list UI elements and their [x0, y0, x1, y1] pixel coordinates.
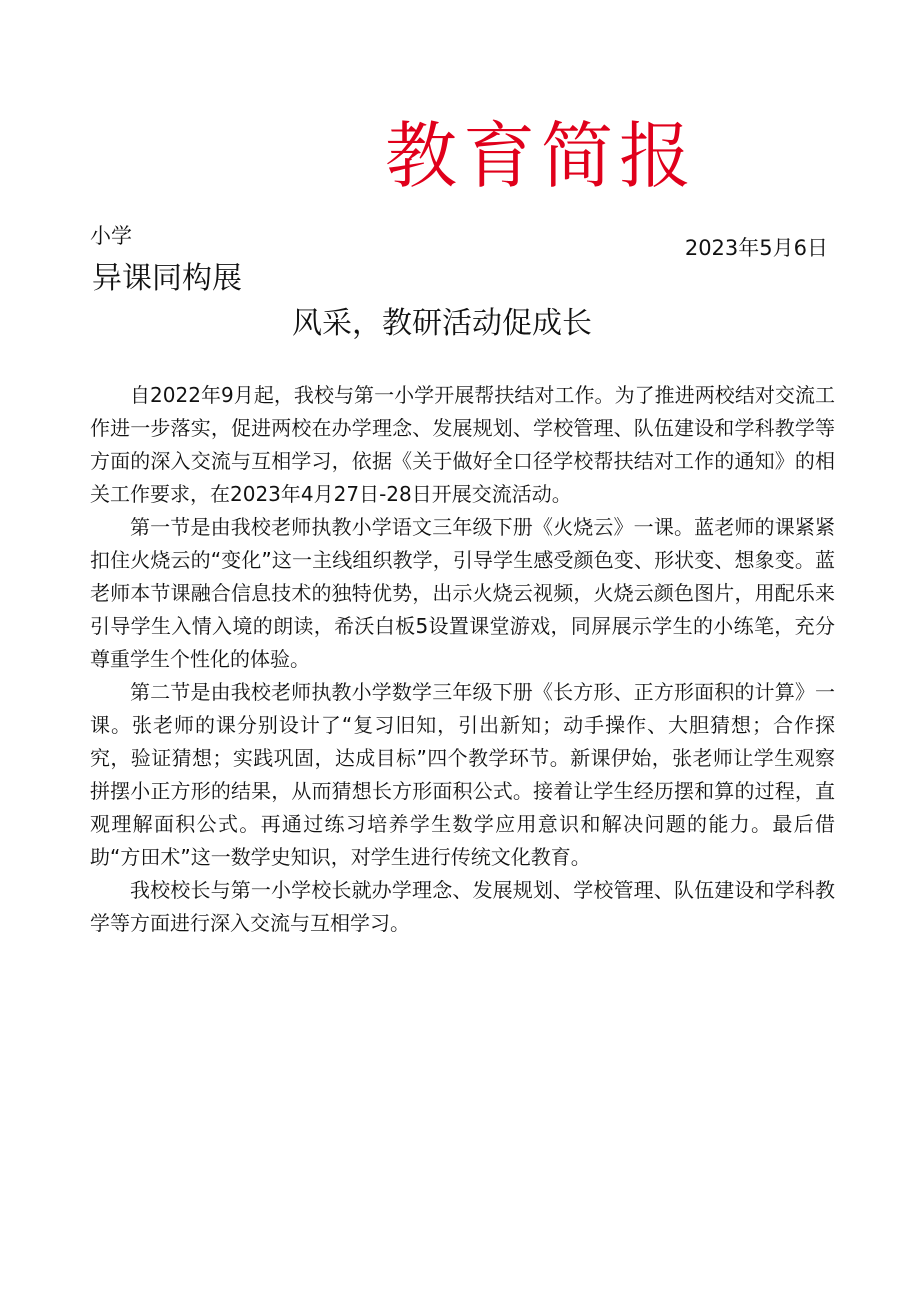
article-paragraph-1: 自2022年9月起，我校与第一小学开展帮扶结对工作。为了推进两校结对交流工作进一步落实，促进两校在办学理念、发展规划、学校管理、队伍建设和学科教学等方面的深入交流与互相学习，依据《关于做好全口径学校帮扶结对工作的通知》的相关工作要求，在2023年4月27日-28日开展交流活动。 [90, 383, 835, 506]
article-paragraph-2: 第一节是由我校老师执教小学语文三年级下册《火烧云》一课。蓝老师的课紧紧扣住火烧云的“变化”这一主线组织教学，引导学生感受颜色变、形状变、想象变。蓝老师本节课融合信息技术的独特优势，出示火烧云视频，火烧云颜色图片，用配乐来引导学生入情入境的朗读，希沃白板5设置课堂游戏，同屏展示学生的小练笔，充分尊重学生个性化的体验。 [90, 515, 835, 671]
article-headline-line-2: 风采，教研活动促成长 [292, 306, 592, 341]
article-headline-line-1: 异课同构展 [92, 261, 242, 296]
article-paragraph-3: 第二节是由我校老师执教小学数学三年级下册《长方形、正方形面积的计算》一课。张老师的课分别设计了“复习旧知，引出新知；动手操作、大胆猜想；合作探究，验证猜想；实践巩固，达成目标”四个教学环节。新课伊始，张老师让学生观察拼摆小正方形的结果，从而猜想长方形面积公式。接着让学生经历摆和算的过程，直观理解面积公式。再通过练习培养学生数学应用意识和解决问题的能力。最后借助“方田术”这一数学史知识，对学生进行传统文化教育。 [90, 680, 835, 869]
newsletter-masthead-title: 教育简报 [385, 114, 698, 198]
article-body [90, 379, 835, 940]
article-paragraph-4: 我校校长与第一小学校长就办学理念、发展规划、学校管理、队伍建设和学科教学等方面进行深入交流与互相学习。 [90, 878, 835, 935]
issue-date: 2023年5月6日 [684, 236, 828, 260]
school-name: 小学 [90, 224, 132, 248]
